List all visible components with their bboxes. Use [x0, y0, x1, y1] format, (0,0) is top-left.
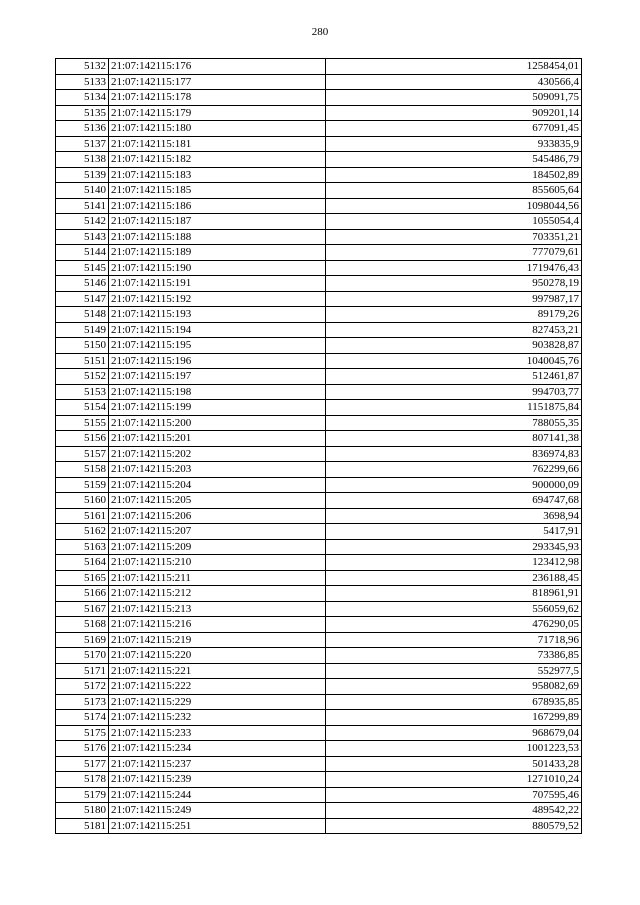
row-number: 5161 — [56, 508, 109, 524]
row-number: 5163 — [56, 539, 109, 555]
row-number: 5147 — [56, 291, 109, 307]
cadastral-number: 21:07:142115:181 — [109, 136, 326, 152]
row-number: 5136 — [56, 121, 109, 137]
row-number: 5145 — [56, 260, 109, 276]
table-row — [56, 415, 582, 431]
table-row — [56, 446, 582, 462]
row-number: 5140 — [56, 183, 109, 199]
cadastral-value: 855605,64 — [326, 183, 582, 199]
cadastral-value: 236188,45 — [326, 570, 582, 586]
cadastral-value: 827453,21 — [326, 322, 582, 338]
row-number: 5133 — [56, 74, 109, 90]
cadastral-number: 21:07:142115:201 — [109, 431, 326, 447]
cadastral-number: 21:07:142115:232 — [109, 710, 326, 726]
table-row — [56, 183, 582, 199]
table-row — [56, 136, 582, 152]
cadastral-value: 1271010,24 — [326, 772, 582, 788]
cadastral-number: 21:07:142115:176 — [109, 59, 326, 75]
cadastral-number: 21:07:142115:251 — [109, 818, 326, 834]
table-row — [56, 59, 582, 75]
table-row — [56, 307, 582, 323]
row-number: 5165 — [56, 570, 109, 586]
page-number: 280 — [311, 26, 329, 38]
table-row — [56, 369, 582, 385]
row-number: 5142 — [56, 214, 109, 230]
cadastral-number: 21:07:142115:237 — [109, 756, 326, 772]
cadastral-number: 21:07:142115:210 — [109, 555, 326, 571]
table-row — [56, 586, 582, 602]
cadastral-number: 21:07:142115:239 — [109, 772, 326, 788]
row-number: 5139 — [56, 167, 109, 183]
table-row — [56, 276, 582, 292]
cadastral-number: 21:07:142115:212 — [109, 586, 326, 602]
row-number: 5173 — [56, 694, 109, 710]
table-row — [56, 756, 582, 772]
row-number: 5159 — [56, 477, 109, 493]
table-row — [56, 648, 582, 664]
table-row — [56, 260, 582, 276]
table-row — [56, 245, 582, 261]
cadastral-number: 21:07:142115:207 — [109, 524, 326, 540]
row-number: 5143 — [56, 229, 109, 245]
row-number: 5156 — [56, 431, 109, 447]
cadastral-value: 184502,89 — [326, 167, 582, 183]
row-number: 5166 — [56, 586, 109, 602]
cadastral-value: 933835,9 — [326, 136, 582, 152]
table-row — [56, 694, 582, 710]
cadastral-value: 123412,98 — [326, 555, 582, 571]
row-number: 5176 — [56, 741, 109, 757]
row-number: 5157 — [56, 446, 109, 462]
cadastral-value: 1151875,84 — [326, 400, 582, 416]
cadastral-value: 1001223,53 — [326, 741, 582, 757]
cadastral-number: 21:07:142115:198 — [109, 384, 326, 400]
cadastral-number: 21:07:142115:179 — [109, 105, 326, 121]
row-number: 5168 — [56, 617, 109, 633]
row-number: 5181 — [56, 818, 109, 834]
cadastral-number: 21:07:142115:216 — [109, 617, 326, 633]
cadastral-value: 509091,75 — [326, 90, 582, 106]
cadastral-number: 21:07:142115:188 — [109, 229, 326, 245]
cadastral-number: 21:07:142115:196 — [109, 353, 326, 369]
table-row — [56, 198, 582, 214]
cadastral-value: 512461,87 — [326, 369, 582, 385]
row-number: 5180 — [56, 803, 109, 819]
row-number: 5138 — [56, 152, 109, 168]
cadastral-number: 21:07:142115:221 — [109, 663, 326, 679]
cadastral-number: 21:07:142115:194 — [109, 322, 326, 338]
row-number: 5146 — [56, 276, 109, 292]
cadastral-number: 21:07:142115:229 — [109, 694, 326, 710]
row-number: 5164 — [56, 555, 109, 571]
cadastral-value: 5417,91 — [326, 524, 582, 540]
cadastral-number: 21:07:142115:191 — [109, 276, 326, 292]
table-row — [56, 431, 582, 447]
table-row — [56, 508, 582, 524]
cadastral-value: 777079,61 — [326, 245, 582, 261]
table-row — [56, 818, 582, 834]
cadastral-value: 818961,91 — [326, 586, 582, 602]
cadastral-number: 21:07:142115:185 — [109, 183, 326, 199]
cadastral-number: 21:07:142115:220 — [109, 648, 326, 664]
cadastral-value: 788055,35 — [326, 415, 582, 431]
table-row — [56, 617, 582, 633]
row-number: 5158 — [56, 462, 109, 478]
row-number: 5144 — [56, 245, 109, 261]
cadastral-number: 21:07:142115:206 — [109, 508, 326, 524]
cadastral-value: 677091,45 — [326, 121, 582, 137]
cadastral-number: 21:07:142115:182 — [109, 152, 326, 168]
cadastral-value: 430566,4 — [326, 74, 582, 90]
table-row — [56, 74, 582, 90]
table-row — [56, 121, 582, 137]
row-number: 5169 — [56, 632, 109, 648]
row-number: 5152 — [56, 369, 109, 385]
cadastral-number: 21:07:142115:178 — [109, 90, 326, 106]
table-row — [56, 167, 582, 183]
table-row — [56, 803, 582, 819]
cadastral-value: 476290,05 — [326, 617, 582, 633]
cadastral-value: 501433,28 — [326, 756, 582, 772]
row-number: 5154 — [56, 400, 109, 416]
cadastral-value: 900000,09 — [326, 477, 582, 493]
cadastral-value-table — [55, 58, 582, 834]
cadastral-value: 489542,22 — [326, 803, 582, 819]
table-row — [56, 152, 582, 168]
row-number: 5174 — [56, 710, 109, 726]
table-row — [56, 787, 582, 803]
table-row — [56, 338, 582, 354]
cadastral-value: 3698,94 — [326, 508, 582, 524]
cadastral-value: 968679,04 — [326, 725, 582, 741]
table-row — [56, 229, 582, 245]
table-row — [56, 400, 582, 416]
cadastral-value: 545486,79 — [326, 152, 582, 168]
cadastral-number: 21:07:142115:203 — [109, 462, 326, 478]
row-number: 5149 — [56, 322, 109, 338]
row-number: 5179 — [56, 787, 109, 803]
row-number: 5167 — [56, 601, 109, 617]
cadastral-number: 21:07:142115:199 — [109, 400, 326, 416]
table-row — [56, 601, 582, 617]
cadastral-value: 552977,5 — [326, 663, 582, 679]
cadastral-value: 678935,85 — [326, 694, 582, 710]
table-row — [56, 90, 582, 106]
cadastral-value: 556059,62 — [326, 601, 582, 617]
cadastral-number: 21:07:142115:190 — [109, 260, 326, 276]
cadastral-number: 21:07:142115:234 — [109, 741, 326, 757]
cadastral-number: 21:07:142115:186 — [109, 198, 326, 214]
cadastral-number: 21:07:142115:244 — [109, 787, 326, 803]
table-row — [56, 663, 582, 679]
table-row — [56, 725, 582, 741]
table-body — [56, 59, 582, 834]
cadastral-value: 703351,21 — [326, 229, 582, 245]
cadastral-value: 167299,89 — [326, 710, 582, 726]
cadastral-number: 21:07:142115:219 — [109, 632, 326, 648]
table-row — [56, 322, 582, 338]
cadastral-value: 1055054,4 — [326, 214, 582, 230]
cadastral-number: 21:07:142115:205 — [109, 493, 326, 509]
table-row — [56, 772, 582, 788]
table-row — [56, 524, 582, 540]
cadastral-value: 89179,26 — [326, 307, 582, 323]
cadastral-value: 909201,14 — [326, 105, 582, 121]
row-number: 5155 — [56, 415, 109, 431]
cadastral-number: 21:07:142115:202 — [109, 446, 326, 462]
cadastral-value: 903828,87 — [326, 338, 582, 354]
table-row — [56, 291, 582, 307]
row-number: 5171 — [56, 663, 109, 679]
table-row — [56, 493, 582, 509]
cadastral-number: 21:07:142115:189 — [109, 245, 326, 261]
cadastral-number: 21:07:142115:187 — [109, 214, 326, 230]
row-number: 5141 — [56, 198, 109, 214]
row-number: 5153 — [56, 384, 109, 400]
table-row — [56, 710, 582, 726]
cadastral-number: 21:07:142115:193 — [109, 307, 326, 323]
row-number: 5132 — [56, 59, 109, 75]
row-number: 5134 — [56, 90, 109, 106]
table-row — [56, 632, 582, 648]
row-number: 5135 — [56, 105, 109, 121]
cadastral-number: 21:07:142115:200 — [109, 415, 326, 431]
row-number: 5160 — [56, 493, 109, 509]
cadastral-value: 997987,17 — [326, 291, 582, 307]
table-row — [56, 570, 582, 586]
cadastral-value: 293345,93 — [326, 539, 582, 555]
table-row — [56, 741, 582, 757]
cadastral-value: 880579,52 — [326, 818, 582, 834]
table-row — [56, 555, 582, 571]
cadastral-value: 994703,77 — [326, 384, 582, 400]
row-number: 5177 — [56, 756, 109, 772]
cadastral-number: 21:07:142115:180 — [109, 121, 326, 137]
cadastral-number: 21:07:142115:177 — [109, 74, 326, 90]
cadastral-number: 21:07:142115:195 — [109, 338, 326, 354]
row-number: 5178 — [56, 772, 109, 788]
cadastral-value: 707595,46 — [326, 787, 582, 803]
table-row — [56, 679, 582, 695]
cadastral-number: 21:07:142115:213 — [109, 601, 326, 617]
cadastral-value: 694747,68 — [326, 493, 582, 509]
cadastral-number: 21:07:142115:222 — [109, 679, 326, 695]
row-number: 5172 — [56, 679, 109, 695]
cadastral-value: 950278,19 — [326, 276, 582, 292]
table-row — [56, 462, 582, 478]
cadastral-number: 21:07:142115:192 — [109, 291, 326, 307]
row-number: 5137 — [56, 136, 109, 152]
cadastral-value: 762299,66 — [326, 462, 582, 478]
row-number: 5148 — [56, 307, 109, 323]
table-row — [56, 214, 582, 230]
cadastral-number: 21:07:142115:211 — [109, 570, 326, 586]
cadastral-value: 1098044,56 — [326, 198, 582, 214]
table-row — [56, 353, 582, 369]
cadastral-number: 21:07:142115:183 — [109, 167, 326, 183]
cadastral-number: 21:07:142115:209 — [109, 539, 326, 555]
row-number: 5170 — [56, 648, 109, 664]
table-row — [56, 477, 582, 493]
row-number: 5162 — [56, 524, 109, 540]
cadastral-value: 73386,85 — [326, 648, 582, 664]
cadastral-number: 21:07:142115:249 — [109, 803, 326, 819]
cadastral-value: 958082,69 — [326, 679, 582, 695]
cadastral-value: 1719476,43 — [326, 260, 582, 276]
cadastral-number: 21:07:142115:197 — [109, 369, 326, 385]
cadastral-value: 71718,96 — [326, 632, 582, 648]
table-row — [56, 105, 582, 121]
cadastral-number: 21:07:142115:204 — [109, 477, 326, 493]
row-number: 5151 — [56, 353, 109, 369]
table-row — [56, 539, 582, 555]
cadastral-value: 807141,38 — [326, 431, 582, 447]
cadastral-value: 836974,83 — [326, 446, 582, 462]
cadastral-number: 21:07:142115:233 — [109, 725, 326, 741]
table-row — [56, 384, 582, 400]
row-number: 5175 — [56, 725, 109, 741]
row-number: 5150 — [56, 338, 109, 354]
cadastral-value: 1040045,76 — [326, 353, 582, 369]
cadastral-value: 1258454,01 — [326, 59, 582, 75]
